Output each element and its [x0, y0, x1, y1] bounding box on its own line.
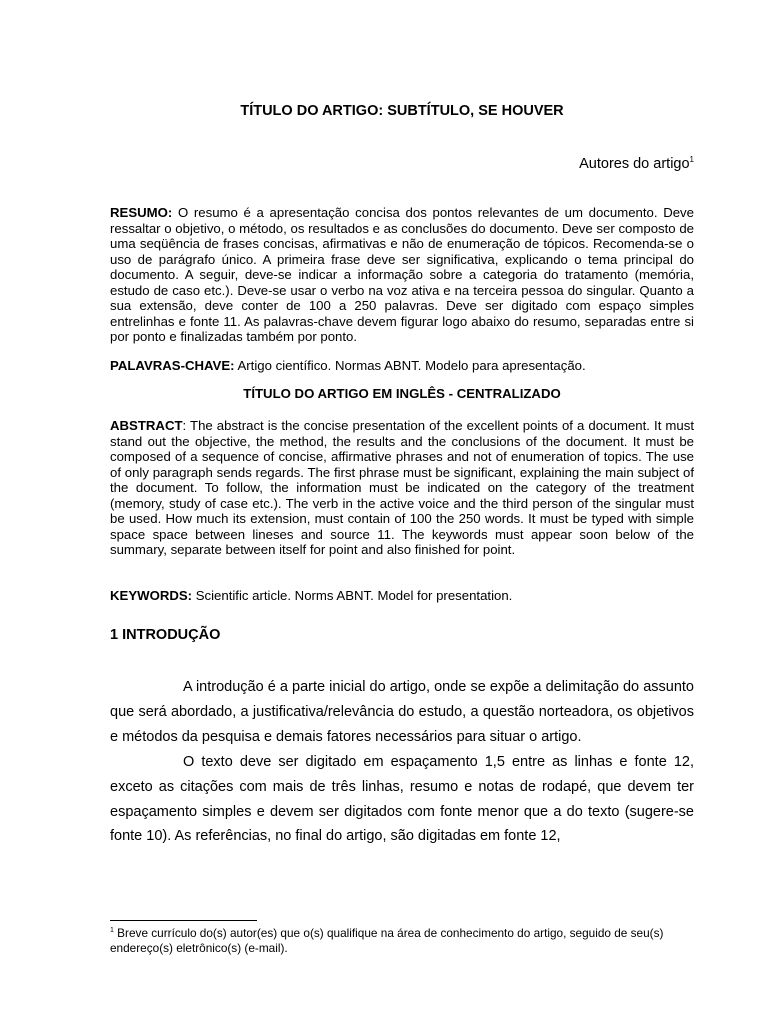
resumo-text: O resumo é a apresentação concisa dos pontos relevantes de um documento. Deve ressaltar o objetivo, o método, os resultados e as conclusões do documento. Deve ser composto de uma seqüência de frases concisas, afirmativas e não de enumeração de tópicos. Recomenda-se o uso de parágrafo único. A primeira frase deve ser significativa, explicando o tema principal do documento. A seguir, deve-se indicar a informação sobre a categoria do tratamento (memória, estudo de caso etc.). Deve-se usar o verbo na voz ativa e na terceira pessoa do singular. Quanto a sua extensão, deve conter de 100 a 250 palavras. Deve ser digitado com espaço simples entrelinhas e fonte 11. As palavras-chave devem figurar logo abaixo do resumo, separadas entre si por ponto e finalizadas também por ponto. [110, 205, 694, 344]
keywords-line [110, 588, 694, 604]
section-heading: 1 INTRODUÇÃO [110, 627, 221, 643]
footnote-divider [110, 920, 257, 921]
keywords-text: Scientific article. Norms ABNT. Model for presentation. [192, 588, 513, 603]
abstract-text: : The abstract is the concise presentation of the excellent points of a document. It must stand out the objective, the method, the results and the conclusions of the document. It must be composed of a sequence of concise, affirmative phrases and not of enumeration of topics. The use of only paragraph sends regards. The first phrase must be significant, explaining the main subject of the document. To follow, the information must be indicated on the category of the treatment (memory, study of case etc.). The verb in the active voice and the third person of the singular must be used. How much its extension, must contain of 100 the 250 words. It must be typed with simple space space between lineses and source 11. The keywords must appear soon below of the summary, separate between itself for point and also finished for point. [110, 418, 694, 557]
footnote-reference: 1 [689, 155, 694, 164]
palavras-chave-label: PALAVRAS-CHAVE: [110, 358, 235, 373]
intro-paragraph: O texto deve ser digitado em espaçamento 1,5 entre as linhas e fonte 12, exceto as citações com mais de três linhas, resumo e notas de rodapé, que devem ter espaçamento simples e devem ser digitados com fonte menor que a do texto (sugere-se fonte 10). As referências, no final do artigo, são digitadas em fonte 12, [110, 753, 694, 845]
english-title: TÍTULO DO ARTIGO EM INGLÊS - CENTRALIZADO [243, 386, 561, 401]
palavras-chave-line [110, 358, 694, 374]
intro-paragraph: A introdução é a parte inicial do artigo, onde se expõe a delimitação do assunto que será abordado, a justificativa/relevância do estudo, a questão norteadora, os objetivos e métodos da pesquisa e demais fatores necessários para situar o artigo. [110, 679, 694, 745]
footnote [110, 924, 694, 955]
introduction-body [110, 675, 694, 849]
resumo-label: RESUMO: [110, 205, 173, 220]
palavras-chave-text: Artigo científico. Normas ABNT. Modelo para apresentação. [234, 358, 586, 373]
abstract-paragraph [110, 418, 694, 558]
footnote-text: Breve currículo do(s) autor(es) que o(s) qualifique na área de conhecimento do artigo, seguido de seu(s) endereço(s) eletrônico(s) (e-mail). [110, 926, 664, 955]
abstract-label: ABSTRACT [110, 418, 183, 433]
footnote-marker: 1 [110, 927, 114, 934]
resumo-paragraph [110, 205, 694, 345]
authors-line [579, 150, 694, 174]
keywords-label: KEYWORDS: [110, 588, 193, 603]
authors-text: Autores do artigo [579, 156, 690, 172]
article-title: TÍTULO DO ARTIGO: SUBTÍTULO, SE HOUVER [240, 103, 564, 119]
